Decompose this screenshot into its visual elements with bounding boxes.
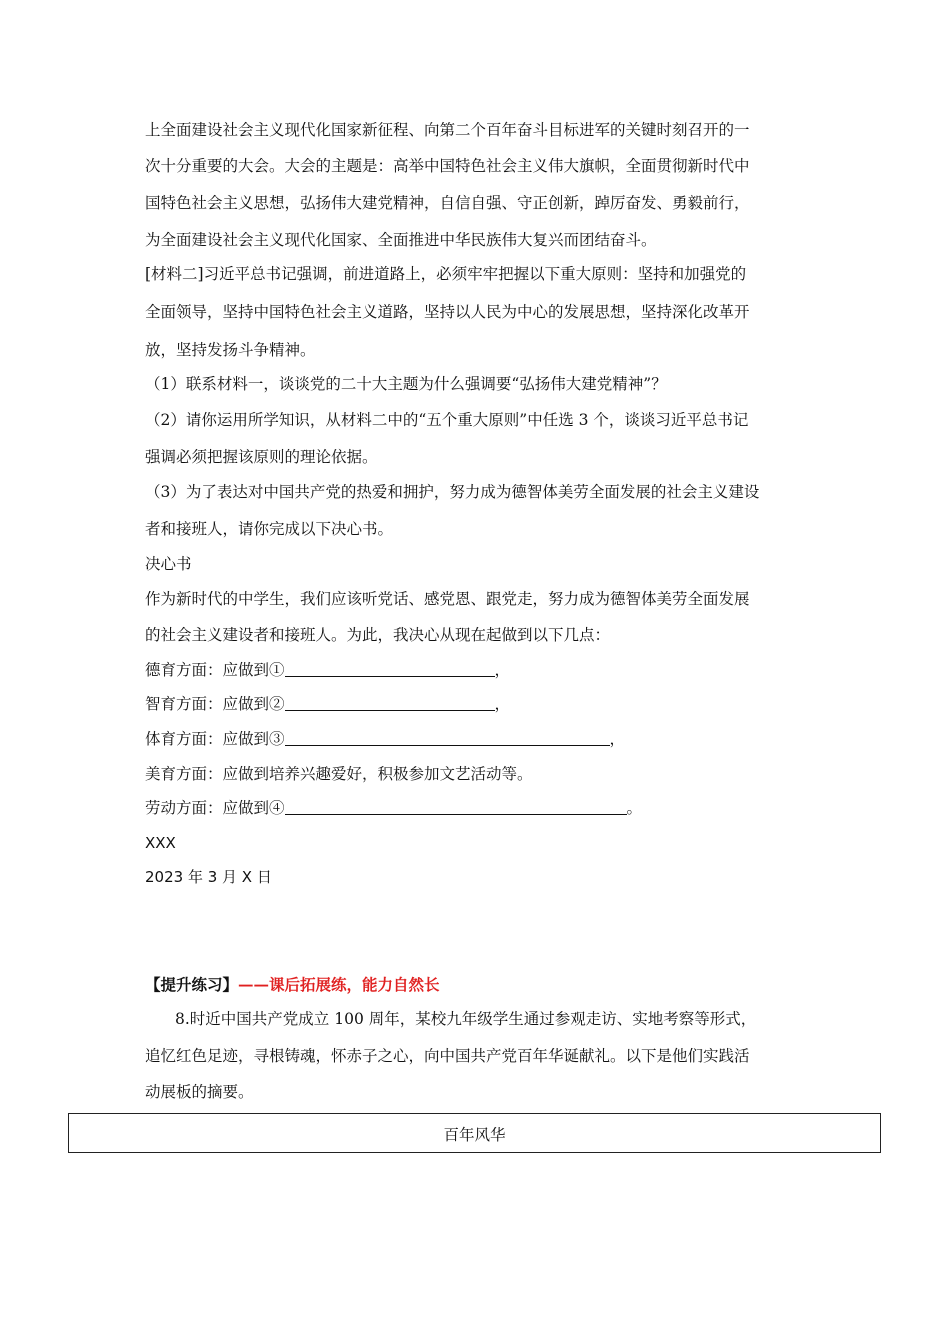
problem8-line2: 追忆红色足迹，寻根铸魂，怀赤子之心，向中国共产党百年华诞献礼。以下是他们实践活	[145, 1047, 750, 1065]
question-3-line2: 者和接班人，请你完成以下决心书。	[145, 520, 394, 538]
material2-line3: 放，坚持发扬斗争精神。	[145, 341, 316, 359]
labor-answer-blank[interactable]	[285, 798, 627, 815]
problem8-line1: 8.时近中国共产党成立 100 周年，某校九年级学生通过参观走访、实地考察等形式，	[175, 1010, 757, 1028]
pledge-moral-end: ，	[494, 661, 511, 679]
section-subtitle: ——课后拓展练，能力自然长	[238, 975, 440, 994]
material1-line4: 为全面建设社会主义现代化国家、全面推进中华民族伟大复兴而团结奋斗。	[145, 231, 657, 249]
moral-answer-blank[interactable]	[285, 660, 495, 677]
exhibit-board	[68, 1113, 881, 1153]
pledge-labor-end: 。	[626, 799, 643, 817]
pledge-signature: XXX	[145, 834, 176, 852]
pledge-intellect-row	[145, 693, 815, 715]
pledge-labor-row	[145, 797, 815, 819]
intellect-answer-blank[interactable]	[285, 694, 495, 711]
physical-answer-blank[interactable]	[285, 729, 610, 746]
pledge-physical-label: 体育方面：应做到③	[145, 730, 285, 748]
section-heading	[145, 973, 440, 995]
pledge-intro-line1: 作为新时代的中学生，我们应该听党话、感党恩、跟党走，努力成为德智体美劳全面发展	[145, 590, 750, 608]
pledge-aesthetic-row: 美育方面：应做到培养兴趣爱好，积极参加文艺活动等。	[145, 765, 533, 783]
section-label: 【提升练习】	[145, 975, 239, 994]
pledge-physical-row	[145, 728, 815, 750]
pledge-moral-label: 德育方面：应做到①	[145, 661, 285, 679]
material1-line1: 上全面建设社会主义现代化国家新征程、向第二个百年奋斗目标进军的关键时刻召开的一	[145, 121, 750, 139]
material2-line1: [材料二]习近平总书记强调，前进道路上，必须牢牢把握以下重大原则：坚持和加强党的	[145, 265, 747, 283]
question-2-line2: 强调必须把握该原则的理论依据。	[145, 448, 378, 466]
pledge-labor-label: 劳动方面：应做到④	[145, 799, 285, 817]
pledge-intro-line2: 的社会主义建设者和接班人。为此，我决心从现在起做到以下几点：	[145, 626, 611, 644]
pledge-physical-end: ，	[609, 730, 626, 748]
problem8-line3: 动展板的摘要。	[145, 1083, 254, 1101]
material2-line2: 全面领导，坚持中国特色社会主义道路，坚持以人民为中心的发展思想，坚持深化改革开	[145, 303, 750, 321]
pledge-moral-row	[145, 659, 815, 681]
exhibit-board-title: 百年风华	[443, 1126, 506, 1144]
material1-line2: 次十分重要的大会。大会的主题是：高举中国特色社会主义伟大旗帜，全面贯彻新时代中	[145, 157, 750, 175]
pledge-title: 决心书	[145, 555, 192, 573]
pledge-intellect-end: ，	[494, 695, 511, 713]
question-3-line1: （3）为了表达对中国共产党的热爱和拥护，努力成为德智体美劳全面发展的社会主义建设	[145, 483, 760, 501]
pledge-intellect-label: 智育方面：应做到②	[145, 695, 285, 713]
question-1: （1）联系材料一，谈谈党的二十大主题为什么强调要“弘扬伟大建党精神”？	[145, 375, 667, 393]
pledge-date: 2023 年 3 月 X 日	[145, 868, 272, 886]
question-2-line1: （2）请你运用所学知识，从材料二中的“五个重大原则”中任选 3 个，谈谈习近平总书记	[145, 411, 749, 429]
material1-line3: 国特色社会主义思想，弘扬伟大建党精神，自信自强、守正创新，踔厉奋发、勇毅前行，	[145, 194, 750, 212]
